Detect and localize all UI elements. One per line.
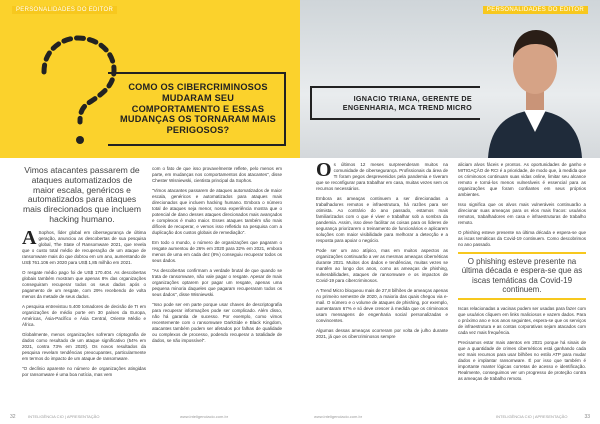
interviewee-caption bbox=[310, 86, 480, 120]
paragraph: Sophos, líder global em cibersegurança de última geração, anunciou as descobertas de sua pesquisa global, The State of Ransomware 2021, que revela que o custo total médio de recuperação de um ataque de ransomware mais do que dobrou em um ano, aumentando de US$ 761.106 em 2020 para US$ 1,85 milhão em 2021. bbox=[22, 230, 146, 265]
paragraph: A Trend Micro bloqueou mais de 27,8 bilhões de ameaças apenas no primeiro semestre de 2020, a maioria das quais chegou via e-mail. O número e o volume de ataques de phishing, por exemplo, aumentaram 67% e só deve crescer à medida que os criminosos usam mensagens de engenharia social personalizadas e convincentes. bbox=[316, 288, 448, 323]
paragraph: "O declínio aparente no número de organizações atingidas por ransomware é uma boa notícia, mas vem bbox=[22, 366, 146, 377]
paragraph: Iscas relacionadas a vacinas podem ser usadas para fazer com que usuários cliquem em links maliciosos e vazem dados. Para o próximo ano e nos anos seguintes, espera-se que os serviços de infraestrutura e as contas corporativas sejam atacados com cada vez mais frequência. bbox=[458, 306, 586, 335]
dropcap-left: A bbox=[22, 227, 37, 249]
paragraph: "Vimos atacantes passarem de ataques automatizados de maior escala, genéricos e automatizados para ataques mais direcionados que incluem hacking humano. Embora o número total de ataques seja menor, nossa experiência mostra que o potencial de dano desses ataques direcionados mais avançados e complexos é muito maior. Esses ataques também são mais difíceis de recuperar, e vemos isso refletido na pesquisa com a duplicação dos custos globais de remediação". bbox=[152, 188, 282, 235]
pull-quote-text: O phishing esteve presente na última década e espera-se que as iscas temáticas da Covid-19 continuem. bbox=[461, 257, 583, 295]
paragraph: com o fato de que isso provavelmente reflete, pelo menos em parte, em mudanças nos comportamentos dos atacantes", disse Chester Wisniewski, cientista principal da Sophos. bbox=[152, 166, 282, 183]
paragraph: "Isso pode ser em parte porque usar chaves de descriptografia para recuperar informações pode ser complicado. Além disso, não há garantia de sucesso. Por exemplo, como vimos recentemente com o ransomware DarkSide e Black Kingdom, atacantes também podem ser afetados por falhas de qualidade ou complexos de processo, podendo recuperar a totalidade de dados, se não impossível". bbox=[152, 302, 282, 343]
section-tag-right: PERSONALIDADES DO EDITOR bbox=[483, 6, 588, 14]
section-tag-left: PERSONALIDADES DO EDITOR bbox=[12, 6, 117, 14]
paragraph: Embora as ameaças continuem a ser direcionadas a trabalhadores remotos e infraestrutura, há razões para ser otimista. Ao contrário do ano passado, estamos mais familiarizados com o que é viver e trabalhar sob a sombra da pandemia. Assim, isso deve facilitar as coisas para os líderes de segurança priorizarem o treinamento de funcionários e aplicarem soluções com maior visibilidade para melhorar a detecção e a resposta para apoiar o negócio. bbox=[316, 196, 448, 243]
interviewee-name: IGNACIO TRIANA, GERENTE DE ENGENHARIA, MCA TREND MICRO bbox=[342, 94, 472, 112]
paragraph: s últimos 12 meses surpreenderam muitos na comunidade de cibersegurança. Profissionais da área de TI foram pegos desprevenidos pela pandemia e tiveram que se reconfigurar para trabalhar em casa, muitas vezes sem os recursos necessários. bbox=[316, 162, 448, 191]
paragraph: O resgate médio pago foi de US$ 170.404. As descobertas globais também mostram que apenas 8% das organizações conseguiram recuperar todos os seus dados após o pagamento de um resgate, com 29% recebendo de volta menos da metade de seus dados. bbox=[22, 270, 146, 299]
paragraph: Algumas dessas ameaças ocorreram por volta de julho durante 2021, já que os cibercriminosos sempre bbox=[316, 328, 448, 339]
article-title-box bbox=[108, 72, 286, 146]
lead-paragraph: Vimos atacantes passarem de ataques automatizados de maior escala, genéricos e automatizados para ataques mais direcionados que incluem hacking humano. bbox=[23, 165, 141, 224]
magazine-name-left: INTELIGÊNCIA CIO | APRESENTAÇÃO bbox=[28, 414, 100, 419]
paragraph: O phishing esteve presente na última década e espera-se que as iscas temáticas da Covid-19 continuem. Como descobrimos no ano passado. bbox=[458, 230, 586, 247]
paragraph: Isso significa que os alvos mais vulneráveis continuarão a direcionar suas ameaças para os elos mais fracos: usuários remotos, trabalhadores em casa e infraestruturas de trabalho remoto. bbox=[458, 202, 586, 225]
right-column-2 bbox=[458, 162, 586, 252]
person-photo bbox=[480, 14, 590, 158]
paragraph: "As descobertas confirmam a verdade brutal de que quando se trata de ransomware, não vale pagar o resgate. Apesar de mais organizações optarem por pagar um resgate, apenas uma pequena minoria daqueles que pagaram recuperaram todos os seus dados", disse Wisniewski. bbox=[152, 268, 282, 297]
dropcap-right: O bbox=[316, 159, 332, 181]
paragraph: Precisamos estar mais atentos em 2021 porque há sinais de que a quantidade de crimes cibernéticos está ganhando cada vez mais recursos para usar bilhões no estilo ATP para mudar dados e implantar ransomware. É por isso que também é importante manter lógicas corretas de acesso e identificação. Realmente, conseguimos ver um progresso de proteção contra as ameaças de trabalho remoto. bbox=[458, 340, 586, 381]
paragraph: Globalmente, menos organizações sofreram criptografia de dados como resultado de um ataque significativo (54% em 2021, contra 73% em 2020). Os novos resultados da pesquisa revelam tendências preocupantes, particularmente em termos do impacto de um ataque de ransomware. bbox=[22, 332, 146, 361]
right-column-1 bbox=[316, 159, 448, 344]
paragraph: Em todo o mundo, o número de organizações que pagaram o resgate aumentou de 26% em 2020 para 32% em 2021, embora menos de uma em cada dez (8%) conseguiu recuperar todos os seus dados. bbox=[152, 240, 282, 263]
left-column-1 bbox=[22, 227, 146, 382]
magazine-name-right: INTELIGÊNCIA CIO | APRESENTAÇÃO bbox=[496, 414, 568, 419]
paragraph: Pode ser um ano atípico, mas em muitos aspectos as organizações continuarão a ver as mesmas ameaças cibernéticas durante 2021. Muitos dos dados e tendências, muitas vezes se mantêm ao longo dos anos, como as ameaças de phishing, vulnerabilidades, ataques de ransomware e os impactos de Covid-19 para cibercriminosos. bbox=[316, 248, 448, 283]
article-title: COMO OS CIBERCRIMINOSOS MUDARAM SEU COMPORTAMENTO E ESSAS MUDANÇAS OS TORNARAM MAIS PERIGOSOS? bbox=[120, 82, 276, 136]
page-number-right: 33 bbox=[584, 414, 590, 420]
right-column-2b bbox=[458, 306, 586, 386]
page-number-left: 32 bbox=[10, 414, 16, 420]
pull-quote bbox=[458, 252, 586, 300]
right-page bbox=[300, 0, 600, 424]
paragraph: A pesquisa entrevistou 5.400 tomadores de decisão de TI em organizações de médio porte em 30 países da Europa, Américas, Ásia-Pacífico e Ásia Central, Oriente Médio e África. bbox=[22, 304, 146, 327]
photo-panel bbox=[300, 0, 600, 158]
left-column-2 bbox=[152, 166, 282, 348]
site-url-left: www.inteligenciacio.com.br bbox=[180, 414, 229, 419]
paragraph: aliciam alvos fáceis e prontos. As oportunidades de ganho e MITIGAÇÃO de RCI é a prioridade, de modo que, à medida que os criminosos continuam suas vidas online, limitar seu alcance remoto e torná-los menos vulneráveis é essencial para as organizações que foram confiantes em seus próprios ambientes. bbox=[458, 162, 586, 197]
site-url-right: www.inteligenciacio.com.br bbox=[314, 414, 363, 419]
